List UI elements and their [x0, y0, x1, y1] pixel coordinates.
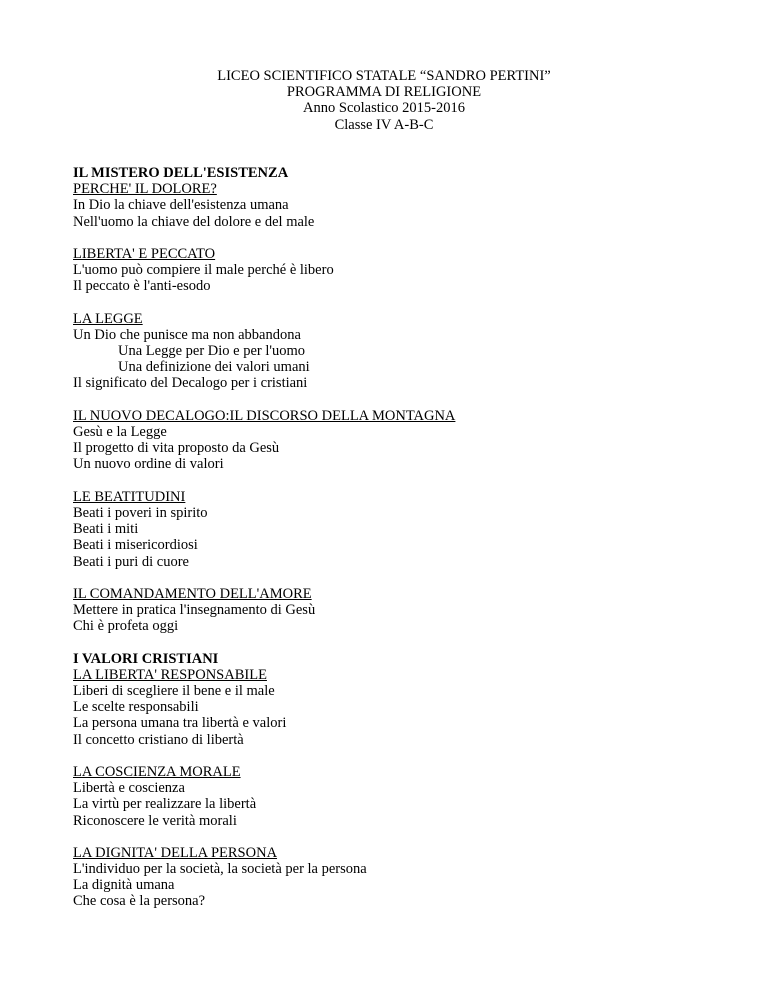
school-year: Anno Scolastico 2015-2016: [303, 100, 465, 117]
program-section: [73, 586, 733, 635]
program-section: [73, 408, 733, 473]
program-section: [73, 489, 733, 570]
program-title: PROGRAMMA DI RELIGIONE: [286, 84, 482, 101]
topic-line: Gesù e la Legge: [73, 424, 167, 440]
topic-line: In Dio la chiave dell'esistenza umana: [73, 197, 289, 214]
document-header: [0, 68, 768, 133]
topic-line: Beati i poveri in spirito: [73, 504, 208, 521]
program-section: [73, 246, 733, 295]
topic-line: Il peccato è l'anti-esodo: [73, 278, 211, 295]
topic-line: Il significato del Decalogo per i cristiani: [73, 375, 308, 392]
topic-line: Beati i puri di cuore: [73, 553, 189, 570]
topic-line: Le scelte responsabili: [73, 699, 199, 716]
section-heading: LA COSCIENZA MORALE: [73, 763, 241, 780]
program-section: [73, 651, 733, 748]
section-heading: LIBERTA' E PECCATO: [73, 245, 216, 262]
topic-line: Riconoscere le verità morali: [73, 812, 237, 829]
topic-line: L'individuo per la società, la società per la persona: [73, 861, 367, 878]
program-content: [73, 165, 733, 926]
topic-line: Mettere in pratica l'insegnamento di Gesù: [73, 602, 316, 619]
unit-heading: IL MISTERO DELL'ESISTENZA: [73, 165, 289, 181]
school-name: LICEO SCIENTIFICO STATALE “SANDRO PERTINI”: [217, 68, 551, 84]
topic-line: Libertà e coscienza: [73, 780, 185, 797]
program-section: [73, 311, 733, 392]
program-section: [73, 165, 733, 230]
section-heading: LA LEGGE: [73, 310, 143, 327]
topic-line: Beati i misericordiosi: [73, 537, 198, 554]
topic-line: La virtù per realizzare la libertà: [73, 796, 257, 813]
section-heading: LA LIBERTA' RESPONSABILE: [73, 666, 267, 683]
section-heading: PERCHE' IL DOLORE?: [73, 181, 217, 198]
topic-line: La dignità umana: [73, 877, 175, 894]
topic-line: Il concetto cristiano di libertà: [73, 731, 244, 748]
topic-line: Nell'uomo la chiave del dolore e del male: [73, 213, 315, 230]
topic-line: Un nuovo ordine di valori: [73, 456, 224, 473]
unit-heading: I VALORI CRISTIANI: [73, 650, 219, 667]
topic-line: Una Legge per Dio e per l'uomo: [118, 343, 306, 360]
program-section: [73, 845, 733, 910]
section-heading: LA DIGNITA' DELLA PERSONA: [73, 844, 278, 861]
topic-line: Chi è profeta oggi: [73, 618, 179, 635]
class-label: Classe IV A-B-C: [334, 116, 434, 133]
section-heading: IL COMANDAMENTO DELL'AMORE: [73, 585, 312, 602]
topic-line: Che cosa è la persona?: [73, 893, 206, 910]
section-heading: LE BEATITUDINI: [73, 488, 186, 505]
topic-line: Una definizione dei valori umani: [118, 359, 310, 376]
section-heading: IL NUOVO DECALOGO:IL DISCORSO DELLA MONTAGNA: [73, 407, 456, 424]
topic-line: La persona umana tra libertà e valori: [73, 715, 287, 732]
topic-line: Beati i miti: [73, 521, 139, 538]
topic-line: Un Dio che punisce ma non abbandona: [73, 326, 301, 343]
topic-line: L'uomo può compiere il male perché è libero: [73, 262, 334, 279]
program-section: [73, 764, 733, 829]
topic-line: Il progetto di vita proposto da Gesù: [73, 440, 280, 457]
topic-line: Liberi di scegliere il bene e il male: [73, 683, 275, 699]
